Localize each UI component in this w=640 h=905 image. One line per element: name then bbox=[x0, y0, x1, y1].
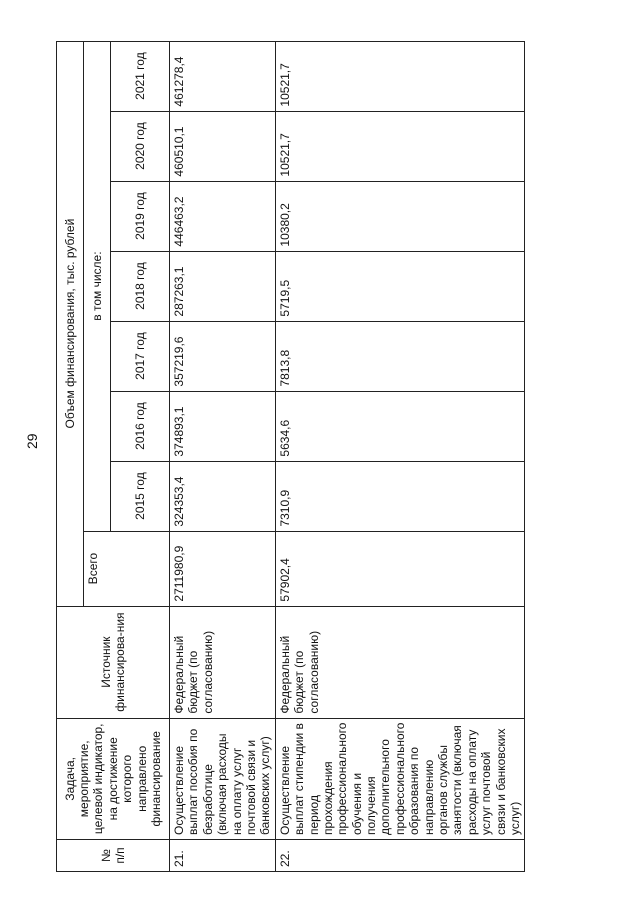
row-year-value: 287263,1 bbox=[170, 251, 276, 321]
row-year-value: 357219,6 bbox=[170, 321, 276, 391]
row-task: Осуществление выплат стипендии в период прохождения профессионального обучения и получения дополнительного профессионального образования по направлению органов службы занятости (включая расходы на оплату услуг почтовой связи и банковских услуг) bbox=[275, 718, 525, 839]
row-year-value: 461278,4 bbox=[170, 41, 276, 111]
row-year-value: 10521,7 bbox=[275, 41, 525, 111]
financing-table bbox=[56, 41, 525, 872]
header-year: 2016 год bbox=[111, 391, 170, 461]
row-source: Федеральный бюджет (по согласованию) bbox=[170, 606, 276, 718]
header-year: 2018 год bbox=[111, 251, 170, 321]
table-row bbox=[275, 41, 525, 871]
row-total: 57902,4 bbox=[275, 531, 525, 606]
row-num: 22. bbox=[275, 840, 525, 872]
header-task: Задача, мероприятие, целевой индикатор, на достижение которого направлено финансирование bbox=[57, 718, 170, 839]
header-num: № п/п bbox=[57, 840, 170, 872]
header-year: 2021 год bbox=[111, 41, 170, 111]
header-year: 2017 год bbox=[111, 321, 170, 391]
row-year-value: 7813,8 bbox=[275, 321, 525, 391]
header-source: Источник финансирова-ния bbox=[57, 606, 170, 718]
row-year-value: 10521,7 bbox=[275, 111, 525, 181]
header-year: 2019 год bbox=[111, 181, 170, 251]
header-year: 2020 год bbox=[111, 111, 170, 181]
header-year: 2015 год bbox=[111, 461, 170, 531]
row-year-value: 446463,2 bbox=[170, 181, 276, 251]
row-total: 2711980,9 bbox=[170, 531, 276, 606]
row-year-value: 374893,1 bbox=[170, 391, 276, 461]
row-year-value: 7310,9 bbox=[275, 461, 525, 531]
header-including: в том числе: bbox=[84, 41, 111, 531]
header-total: Всего bbox=[84, 531, 170, 606]
table-row bbox=[170, 41, 276, 871]
row-year-value: 5634,6 bbox=[275, 391, 525, 461]
header-volume: Объем финансирования, тыс. рублей bbox=[57, 41, 84, 606]
row-task: Осуществление выплат пособия по безработице (включая расходы на оплату услуг почтовой связи и банковских услуг) bbox=[170, 718, 276, 839]
page-number: 29 bbox=[24, 433, 40, 449]
row-source: Федеральный бюджет (по согласованию) bbox=[275, 606, 525, 718]
row-year-value: 460510,1 bbox=[170, 111, 276, 181]
row-year-value: 5719,5 bbox=[275, 251, 525, 321]
row-num: 21. bbox=[170, 840, 276, 872]
row-year-value: 324353,4 bbox=[170, 461, 276, 531]
row-year-value: 10380,2 bbox=[275, 181, 525, 251]
